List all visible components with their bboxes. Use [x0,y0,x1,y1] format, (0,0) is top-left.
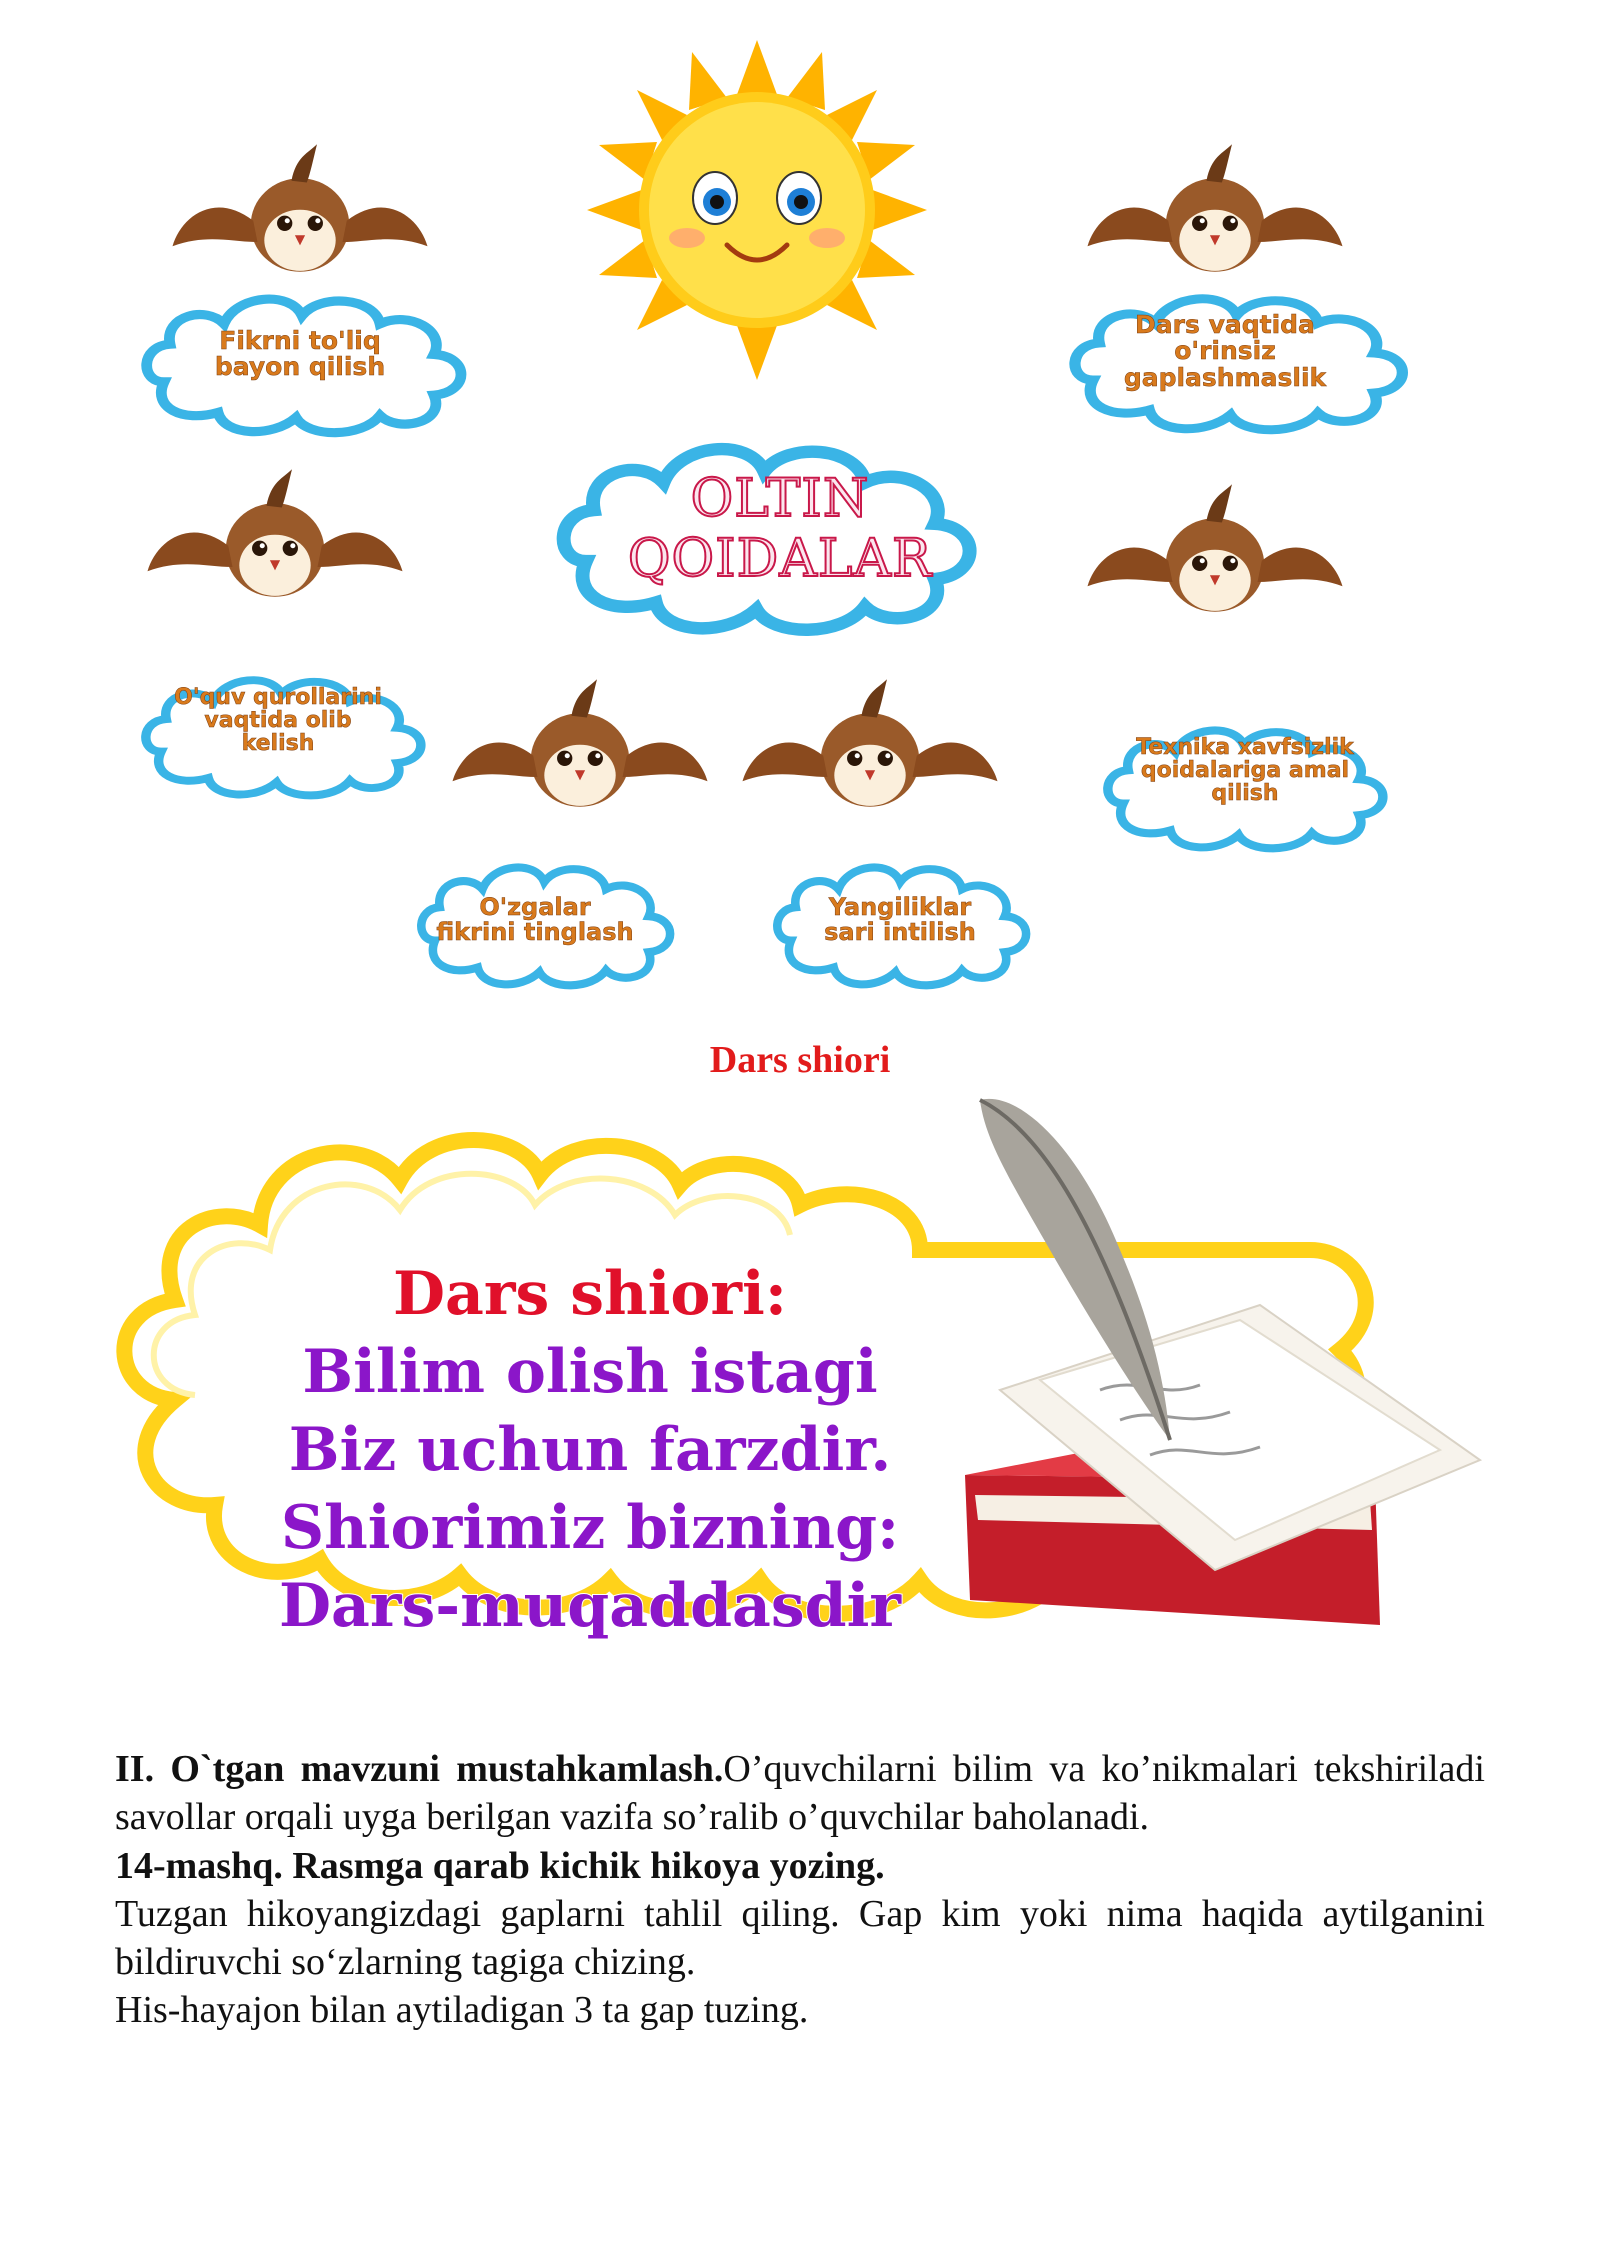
motto-line-1: Dars shiori: [393,1259,787,1329]
lesson-text [115,1745,1485,2035]
motto-line-3: Biz uchun farzdir. [288,1415,892,1485]
rule-4-line-1: Texnika xavfsizlik [1136,735,1354,760]
rule-3-line-2: vaqtida olib [204,708,352,734]
section-heading: II. O`tgan mavzuni mustahkamlash. [115,1748,724,1790]
rule-6-line-1: Yangiliklar [828,893,972,921]
bird-6 [743,679,998,807]
caption-dars-shiori: Dars shiori [709,1039,891,1081]
bird-1 [173,144,428,272]
motto-line-2: Bilim olish istagi [302,1337,878,1407]
exercise-heading: 14-mashq. Rasmga qarab kichik hikoya yozing. [115,1844,885,1887]
rule-4-text [1110,736,1380,805]
task-1: Tuzgan hikoyangizdagi gaplarni tahlil qiling. Gap kim yoki nima haqida aytilganini bildiruvchi so‘zlarning tagiga chizing. [115,1892,1485,1983]
rule-6-line-2: sari intilish [824,918,976,947]
golden-rules-title [580,470,980,590]
rule-1-line-2: bayon qilish [214,352,386,382]
rule-6-text [785,895,1015,945]
rule-3-line-3: kelish [241,731,315,757]
bird-3 [148,469,403,597]
rule-5-line-1: O'zgalar [479,893,591,921]
motto-line-4: Shiorimiz bizning: [280,1493,900,1563]
rule-5-text [415,895,655,945]
rule-3-text [158,686,398,755]
rule-5-line-2: fikrini tinglash [436,918,634,947]
rule-1-text [190,328,410,381]
rule-4-line-3: qilish [1211,781,1279,807]
title-line-2: QOIDALAR [627,528,933,589]
rule-1-line-1: Fikrni to'liq [219,326,381,355]
rule-3-line-1: O'quv qurollarini [174,685,382,710]
rule-2-text [1100,312,1350,391]
rule-4-line-2: qoidalariga amal [1140,758,1350,784]
section-body: O’quvchilarni bilim va ko’nikmalari tekshiriladi savollar orqali uyga berilgan vazifa so’ralib o’quvchilar baholanadi. [115,1748,1485,1839]
sun-illustration [587,40,927,380]
task-2: His-hayajon bilan aytiladigan 3 ta gap tuzing. [115,1989,809,2032]
title-line-1: OLTIN [690,469,870,529]
motto-block [230,1255,950,1645]
bird-5 [453,679,708,807]
motto-line-5: Dars-muqaddasdir [278,1571,902,1641]
bird-2 [1088,144,1343,272]
rule-2-line-2: o'rinsiz [1174,336,1276,366]
rule-2-line-1: Dars vaqtida [1135,310,1315,339]
section-paragraph [115,1745,1485,1842]
rule-2-line-3: gaplashmaslik [1123,362,1327,392]
bird-4 [1088,484,1343,612]
